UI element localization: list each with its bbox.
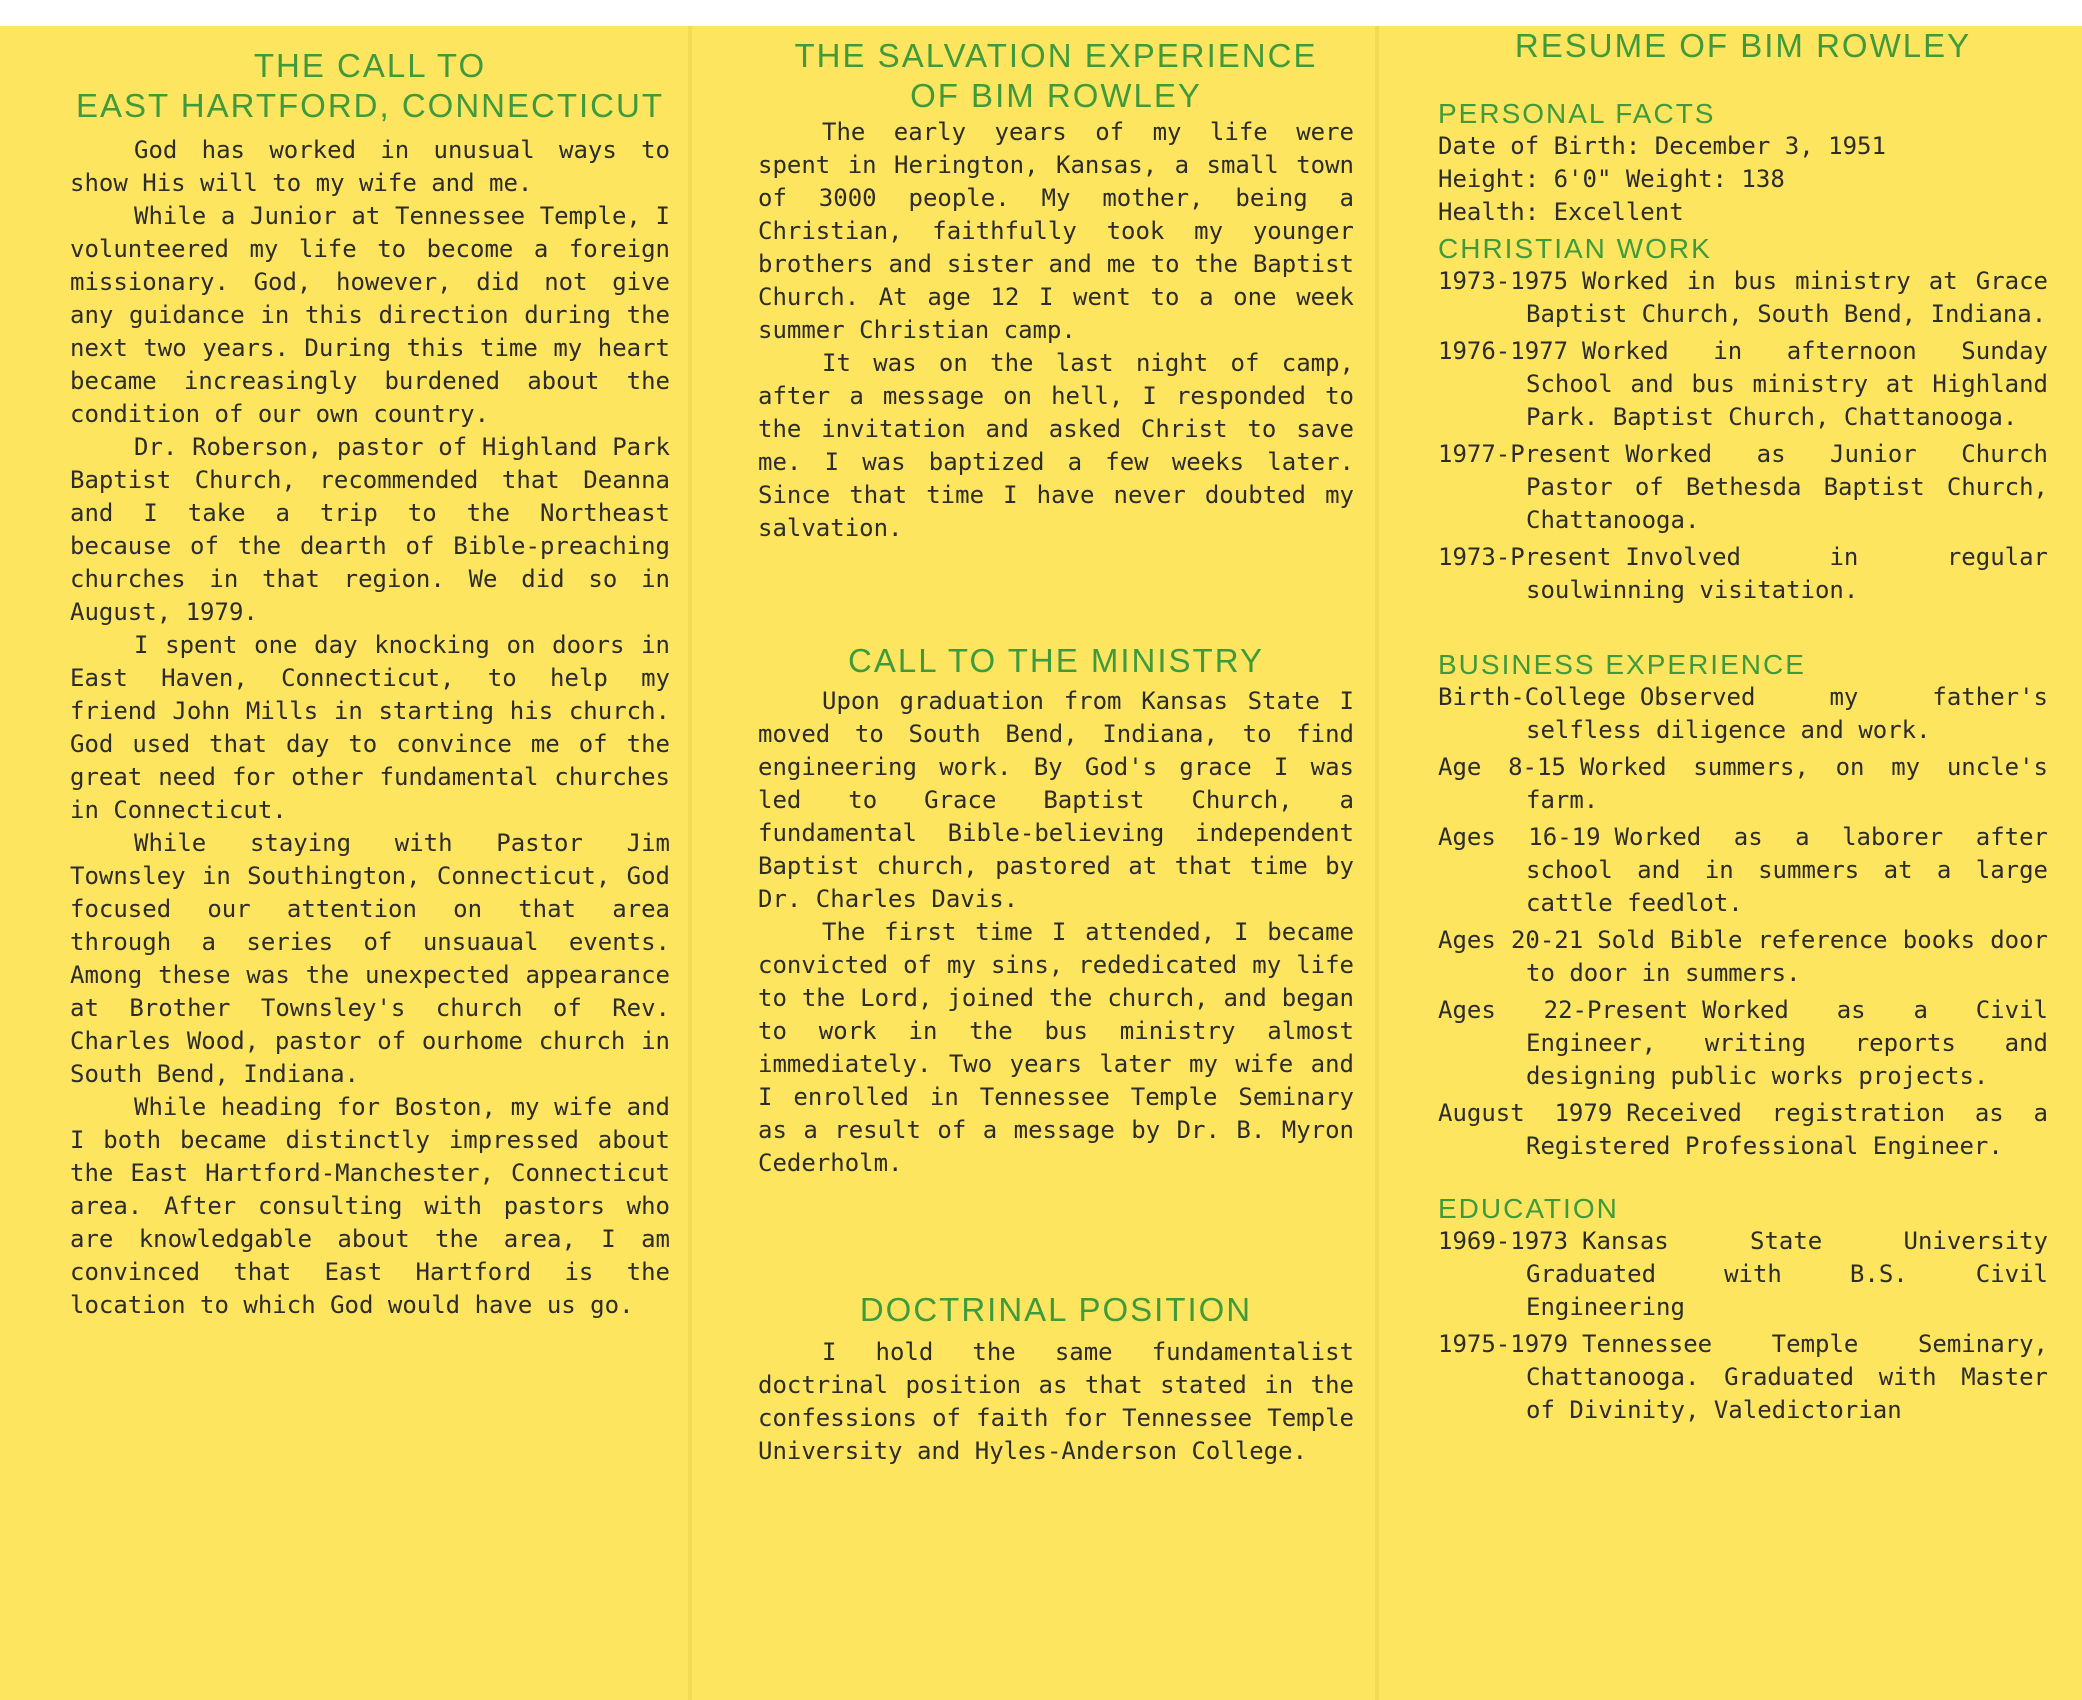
entry-text: Sold Bible reference books door to door in summers. [1526, 926, 2048, 987]
list-item [1438, 821, 2048, 920]
paragraph: The early years of my life were spent in Herington, Kansas, a small town of 3000 people. My mother, being a Christian, faithfully took my younger brothers and sister and me to the Baptist Church. At age 12 I went to a one week summer Christian camp. [758, 118, 1354, 344]
fold-line [1375, 26, 1379, 1700]
entry-text: Involved in regular soulwinning visitation. [1526, 543, 2048, 604]
entry-date: 1973-1975 [1438, 267, 1569, 295]
entry-text: Worked in bus ministry at Grace Baptist Church, South Bend, Indiana. [1526, 267, 2048, 328]
entry-date: Birth-College [1438, 683, 1626, 711]
salvation-body [758, 116, 1354, 545]
entry-date: Ages 20-21 [1438, 926, 1584, 954]
personal-facts [1438, 130, 2048, 229]
entry-date: 1977-Present [1438, 440, 1612, 468]
paragraph: While a Junior at Tennessee Temple, I volunteered my life to become a foreign missionary. God, however, did not give any guidance in this direction during the next two years. During this time my heart became increasingly burdened about the condition of our own country. [70, 202, 670, 428]
education-heading: EDUCATION [1438, 1193, 1619, 1224]
christian-work-heading: CHRISTIAN WORK [1438, 233, 1712, 264]
entry-text: Worked summers, on my uncle's farm. [1526, 753, 2049, 814]
personal-facts-heading: PERSONAL FACTS [1438, 98, 1716, 129]
list-item [1438, 1328, 2048, 1427]
list-item [1438, 265, 2048, 331]
call-title-line-1: THE CALL TO [253, 47, 487, 84]
doctrinal-title: DOCTRINAL POSITION [859, 1291, 1253, 1328]
entry-text: Worked as a laborer after school and in summers at a large cattle feedlot. [1526, 823, 2048, 917]
entry-text: Worked as a Civil Engineer, writing reports and designing public works projects. [1526, 996, 2048, 1090]
call-title-line-2: EAST HARTFORD, CONNECTICUT [76, 87, 664, 124]
entry-date: August 1979 [1438, 1099, 1613, 1127]
paragraph: I spent one day knocking on doors in East Haven, Connecticut, to help my friend John Mills in starting his church. God used that day to convince me of the great need for other fundamental churches in Connecticut. [70, 631, 670, 824]
entry-date: Age 8-15 [1438, 753, 1566, 781]
doctrinal-body [758, 1336, 1354, 1468]
paragraph: Dr. Roberson, pastor of Highland Park Baptist Church, recommended that Deanna and I take a trip to the Northeast because of the dearth of Bible-preaching churches in that region. We did so in August, 1979. [70, 433, 670, 626]
list-item [1438, 438, 2048, 537]
list-item [1438, 924, 2048, 990]
entry-text: Worked as Junior Church Pastor of Bethesda Baptist Church, Chattanooga. [1526, 440, 2048, 534]
education-list [1438, 1225, 2048, 1427]
entry-date: Ages 22-Present [1438, 996, 1689, 1024]
call-body [70, 134, 670, 1322]
list-item [1438, 751, 2048, 817]
fact-line: Health: Excellent [1438, 198, 1684, 226]
entry-text: Received registration as a Registered Professional Engineer. [1526, 1099, 2048, 1160]
list-item [1438, 1225, 2048, 1324]
ministry-title: CALL TO THE MINISTRY [848, 642, 1264, 679]
resume-panel [1438, 26, 2048, 1431]
fact-line: Date of Birth: December 3, 1951 [1438, 132, 1886, 160]
call-to-east-hartford-panel [70, 26, 670, 1322]
entry-text: Tennessee Temple Seminary, Chattanooga. Graduated with Master of Divinity, Valedictorian [1526, 1330, 2048, 1424]
business-experience-heading: BUSINESS EXPERIENCE [1438, 649, 1806, 680]
entry-date: 1976-1977 [1438, 337, 1569, 365]
entry-text: Kansas State University Graduated with B.S. Civil Engineering [1526, 1227, 2048, 1321]
ministry-body [758, 685, 1354, 1180]
paragraph: While staying with Pastor Jim Townsley in Southington, Connecticut, God focused our attention on that area through a series of unsuaual events. Among these was the unexpected appearance at Brother Townsley's church of Rev. Charles Wood, pastor of ourhome church in South Bend, Indiana. [70, 829, 670, 1088]
paragraph: It was on the last night of camp, after a message on hell, I responded to the invitation and asked Christ to save me. I was baptized a few weeks later. Since that time I have never doubted my salvation. [758, 349, 1354, 542]
resume-title: RESUME OF BIM ROWLEY [1514, 27, 1972, 64]
entry-text: Observed my father's selfless diligence and work. [1526, 683, 2048, 744]
list-item [1438, 335, 2048, 434]
entry-date: 1969-1973 [1438, 1227, 1569, 1255]
business-experience-list [1438, 681, 2048, 1163]
list-item [1438, 541, 2048, 607]
paragraph: Upon graduation from Kansas State I moved to South Bend, Indiana, to find engineering work. By God's grace I was led to Grace Baptist Church, a fundamental Bible-believing independent Baptist church, pastored at that time by Dr. Charles Davis. [758, 687, 1354, 913]
fact-line: Height: 6'0" Weight: 138 [1438, 165, 1785, 193]
paragraph: I hold the same fundamentalist doctrinal position as that stated in the confessions of faith for Tennessee Temple University and Hyles-Anderson College. [758, 1338, 1354, 1465]
list-item [1438, 994, 2048, 1093]
christian-work-list [1438, 265, 2048, 607]
list-item [1438, 1097, 2048, 1163]
paragraph: The first time I attended, I became convicted of my sins, rededicated my life to the Lord, joined the church, and began to work in the bus ministry almost immediately. Two years later my wife and I enrolled in Tennessee Temple Seminary as a result of a message by Dr. B. Myron Cederholm. [758, 918, 1354, 1177]
entry-date: 1973-Present [1438, 543, 1612, 571]
list-item [1438, 681, 2048, 747]
entry-date: 1975-1979 [1438, 1330, 1569, 1358]
salvation-title-line-1: THE SALVATION EXPERIENCE [794, 37, 1318, 74]
fold-line [688, 26, 692, 1700]
entry-date: Ages 16-19 [1438, 823, 1601, 851]
paragraph: God has worked in unusual ways to show His will to my wife and me. [70, 136, 670, 197]
entry-text: Worked in afternoon Sunday School and bus ministry at Highland Park. Baptist Church, Chattanooga. [1526, 337, 2048, 431]
paragraph: While heading for Boston, my wife and I both became distinctly impressed about the East Hartford-Manchester, Connecticut area. After consulting with pastors who are knowledgable about the area, I am convinced that East Hartford is the location to which God would have us go. [70, 1093, 670, 1319]
salvation-ministry-panel [758, 26, 1354, 1468]
salvation-title-line-2: OF BIM ROWLEY [910, 77, 1202, 114]
